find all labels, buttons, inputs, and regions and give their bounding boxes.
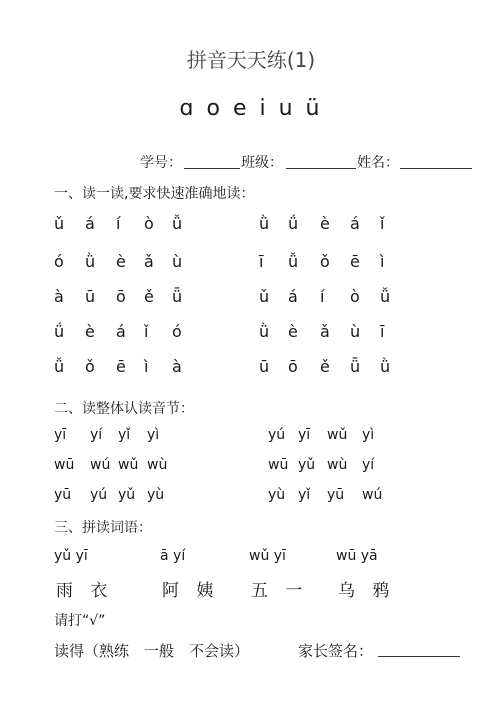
student-no-label: 学号：	[140, 155, 182, 171]
syllable: yú	[90, 487, 108, 503]
tone-char: ù	[350, 322, 361, 341]
tone-char: ē	[116, 357, 126, 376]
syllable: wǔ	[327, 427, 348, 443]
tone-char: ō	[116, 287, 126, 306]
tone-char: á	[350, 214, 360, 233]
tone-char: à	[54, 287, 64, 306]
tone-char: ó	[54, 252, 64, 271]
tone-char: ī	[259, 252, 264, 271]
tone-char: ì	[144, 357, 149, 376]
read-level: 读得（熟练 一般 不会读）	[54, 642, 250, 660]
tone-char: ǔ	[259, 287, 270, 306]
word-pinyin: wǔ yī	[249, 548, 286, 564]
tone-char: í	[320, 287, 325, 306]
syllable: yī	[54, 427, 67, 443]
syllable: yū	[327, 487, 345, 503]
syllable: yī	[298, 427, 311, 443]
word-pinyin: wū yā	[336, 548, 378, 564]
student-no-blank	[184, 154, 240, 169]
tone-char: ǒ	[320, 252, 330, 271]
tone-char: ē	[350, 252, 360, 271]
syllable: wù	[147, 457, 168, 473]
syllable: yí	[362, 457, 375, 473]
syllable: wù	[327, 457, 348, 473]
check-note: 请打“√”	[54, 613, 106, 629]
tone-char: ǎ	[144, 252, 154, 271]
syllable: wū	[54, 457, 75, 473]
tone-char: ó	[172, 322, 182, 341]
tone-char: ǎ	[320, 322, 330, 341]
syllable: yū	[54, 487, 72, 503]
tone-char: ǜ	[85, 252, 96, 271]
syllable: yì	[147, 427, 160, 443]
tone-char: ě	[144, 287, 154, 306]
tone-char: è	[116, 252, 126, 271]
tone-char: ǚ	[54, 357, 65, 376]
tone-char: ǜ	[259, 214, 270, 233]
syllable: yù	[268, 487, 286, 503]
tone-char: ū	[85, 287, 96, 306]
tone-char: ǜ	[259, 322, 270, 341]
word-pinyin: yǔ yī	[54, 548, 88, 564]
tone-char: ù	[172, 252, 183, 271]
section2-heading: 二、读整体认读音节：	[54, 401, 194, 417]
syllable: yǔ	[118, 487, 136, 503]
tone-char: ò	[144, 214, 154, 233]
tone-char: è	[85, 322, 95, 341]
word-hanzi: 五 一	[251, 581, 309, 601]
word-hanzi: 乌 鸦	[338, 581, 396, 601]
tone-char: ò	[350, 287, 360, 306]
tone-char: ǖ	[350, 357, 361, 376]
tone-char: ǐ	[144, 322, 149, 341]
syllable: yú	[268, 427, 286, 443]
syllable: wú	[362, 487, 383, 503]
vowel-list: ɑ o e i u ü	[179, 96, 323, 121]
tone-char: ǔ	[54, 214, 65, 233]
syllable: yǔ	[298, 457, 316, 473]
tone-char: ǜ	[380, 357, 391, 376]
tone-char: à	[172, 357, 182, 376]
name-blank	[400, 154, 472, 169]
tone-char: ō	[288, 357, 298, 376]
name-label: 姓名：	[357, 155, 399, 171]
parent-sign-label: 家长签名：	[298, 642, 374, 660]
tone-char: á	[85, 214, 95, 233]
tone-char: ǖ	[172, 287, 183, 306]
syllable: yǐ	[118, 427, 131, 443]
tone-char: í	[116, 214, 121, 233]
tone-char: ì	[380, 252, 385, 271]
page-title: 拼音天天练(1)	[186, 48, 316, 72]
tone-char: ǚ	[288, 252, 299, 271]
tone-char: á	[288, 287, 298, 306]
tone-char: ǚ	[172, 214, 183, 233]
tone-char: ǐ	[380, 214, 385, 233]
tone-char: è	[288, 322, 298, 341]
class-blank	[286, 154, 356, 169]
syllable: yǐ	[298, 487, 311, 503]
syllable: yí	[90, 427, 103, 443]
class-label: 班级：	[241, 155, 283, 171]
tone-char: è	[320, 214, 330, 233]
tone-char: ū	[259, 357, 270, 376]
tone-char: ǘ	[288, 214, 299, 233]
parent-sign-blank	[378, 642, 460, 657]
syllable: wú	[90, 457, 111, 473]
word-hanzi: 雨 衣	[56, 581, 114, 601]
section3-heading: 三、拼读词语：	[54, 520, 152, 536]
syllable: yù	[147, 487, 165, 503]
word-pinyin: ā yí	[160, 548, 186, 564]
syllable: wū	[268, 457, 289, 473]
syllable: yì	[362, 427, 375, 443]
tone-char: á	[116, 322, 126, 341]
tone-char: ǒ	[85, 357, 95, 376]
tone-char: ǚ	[380, 287, 391, 306]
tone-char: ě	[320, 357, 330, 376]
tone-char: ǘ	[54, 322, 65, 341]
section1-heading: 一、读一读,要求快速准确地读：	[54, 186, 255, 202]
syllable: wǔ	[118, 457, 139, 473]
word-hanzi: 阿 姨	[162, 581, 220, 601]
tone-char: ī	[380, 322, 385, 341]
